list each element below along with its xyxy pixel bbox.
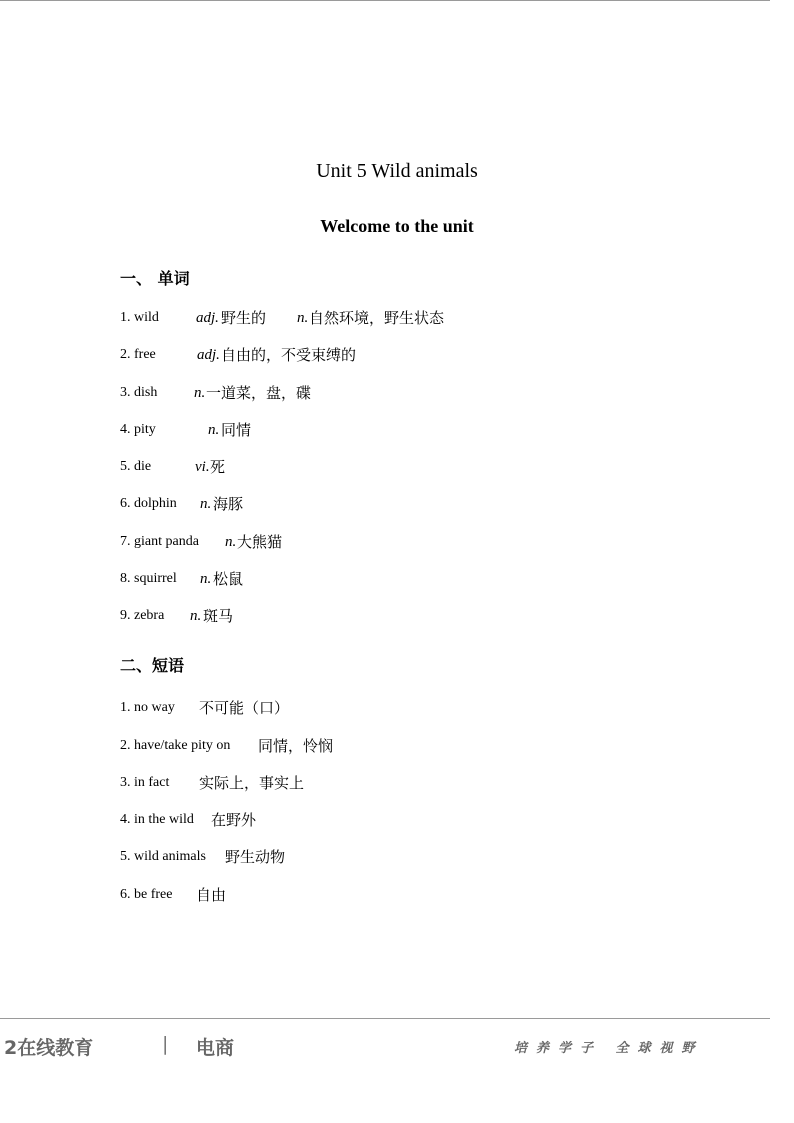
footer-slogan: 培养学子 全球视野 bbox=[514, 1041, 704, 1056]
word-meaning: 自由的，不受束缚的 bbox=[221, 346, 357, 364]
words-heading: 一、 单词 bbox=[120, 269, 190, 288]
word-meaning: 死 bbox=[210, 458, 226, 476]
word-pos: n. bbox=[208, 422, 220, 438]
word-english: 3. dish bbox=[120, 385, 158, 400]
phrase-meaning: 自由 bbox=[196, 886, 227, 904]
word-meaning: 海豚 bbox=[213, 495, 244, 513]
phrase-meaning: 不可能（口） bbox=[199, 699, 290, 717]
word-pos: adj. bbox=[197, 347, 220, 363]
phrase-meaning: 同情，怜悯 bbox=[258, 737, 334, 755]
phrase-english: 1. no way bbox=[120, 700, 175, 715]
footer-separator: | bbox=[162, 1033, 169, 1055]
word-pos: n. bbox=[200, 571, 212, 587]
word-meaning: 同情 bbox=[221, 421, 252, 439]
footer-brand: 2在线教育 bbox=[4, 1037, 94, 1059]
word-meaning-2: 自然环境，野生状态 bbox=[309, 309, 445, 327]
page-subtitle: Welcome to the unit bbox=[320, 216, 474, 236]
word-meaning: 斑马 bbox=[203, 607, 234, 625]
word-meaning: 一道菜，盘，碟 bbox=[206, 384, 312, 402]
phrase-english: 3. in fact bbox=[120, 775, 170, 790]
phrases-heading: 二、短语 bbox=[120, 656, 185, 675]
phrase-meaning: 在野外 bbox=[211, 811, 257, 829]
header-rule bbox=[0, 0, 770, 1]
word-meaning: 大熊猫 bbox=[237, 533, 283, 551]
word-pos: adj. bbox=[196, 310, 219, 326]
word-pos-2: n. bbox=[297, 310, 309, 326]
phrase-english: 4. in the wild bbox=[120, 812, 194, 827]
word-english: 8. squirrel bbox=[120, 571, 177, 586]
page-title: Unit 5 Wild animals bbox=[316, 160, 478, 182]
word-english: 2. free bbox=[120, 347, 156, 362]
word-pos: n. bbox=[190, 608, 202, 624]
phrase-english: 2. have/take pity on bbox=[120, 738, 231, 753]
word-english: 4. pity bbox=[120, 422, 156, 437]
phrase-english: 5. wild animals bbox=[120, 849, 206, 864]
word-english: 6. dolphin bbox=[120, 496, 177, 511]
word-meaning: 野生的 bbox=[221, 309, 267, 327]
phrase-meaning: 实际上，事实上 bbox=[199, 774, 305, 792]
word-english: 7. giant panda bbox=[120, 534, 199, 549]
footer-category: 电商 bbox=[196, 1037, 235, 1059]
word-english: 9. zebra bbox=[120, 608, 165, 623]
word-english: 1. wild bbox=[120, 310, 159, 325]
word-english: 5. die bbox=[120, 459, 152, 474]
word-pos: n. bbox=[225, 534, 237, 550]
footer-rule bbox=[0, 1018, 770, 1019]
word-pos: n. bbox=[200, 496, 212, 512]
word-pos: vi. bbox=[195, 459, 210, 475]
word-meaning: 松鼠 bbox=[213, 570, 244, 588]
phrase-english: 6. be free bbox=[120, 887, 173, 902]
phrase-meaning: 野生动物 bbox=[225, 848, 286, 866]
word-pos: n. bbox=[194, 385, 206, 401]
